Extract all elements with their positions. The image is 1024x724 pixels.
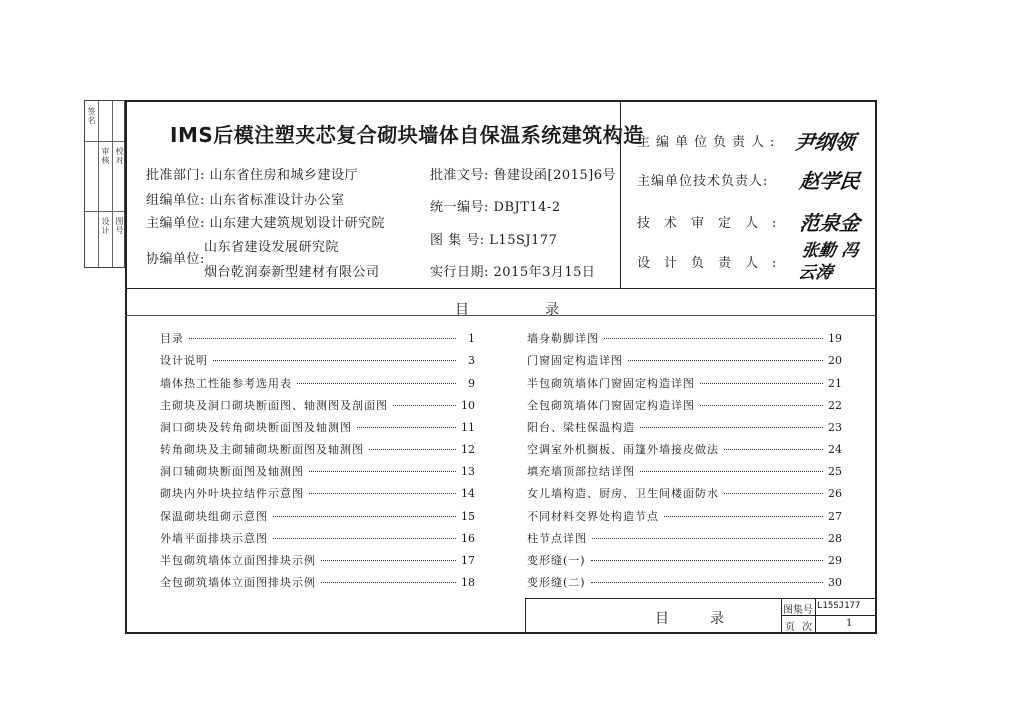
toc-item-page: 30 bbox=[828, 576, 842, 589]
organizing-unit-label: 组编单位: bbox=[146, 193, 205, 208]
dot-leader bbox=[309, 471, 456, 472]
toc-item[interactable] bbox=[160, 441, 475, 455]
toc-item-page: 12 bbox=[461, 443, 475, 456]
toc-item-title: 墙身勒脚详图 bbox=[527, 332, 599, 345]
toc-item-page: 18 bbox=[461, 576, 475, 589]
dot-leader bbox=[357, 427, 456, 428]
chief-editor-unit-label: 主编单位: bbox=[146, 216, 205, 231]
page-no-value: 1 bbox=[846, 618, 853, 629]
toc-item[interactable] bbox=[160, 463, 475, 477]
toc-item-title: 阳台、梁柱保温构造 bbox=[527, 421, 635, 434]
toc-item-page: 1 bbox=[468, 332, 475, 345]
dot-leader bbox=[189, 338, 456, 339]
toc-item-title: 全包砌筑墙体门窗固定构造详图 bbox=[527, 399, 695, 412]
atlas-number-label: 图 集 号: bbox=[430, 233, 485, 248]
toc-item[interactable] bbox=[527, 441, 842, 455]
atlas-no-label: 图集号 bbox=[783, 605, 813, 616]
toc-item[interactable] bbox=[160, 352, 475, 366]
dot-leader bbox=[213, 360, 456, 361]
toc-item-page: 26 bbox=[828, 487, 842, 500]
toc-item-title: 门窗固定构造详图 bbox=[527, 354, 623, 367]
dot-leader bbox=[591, 582, 823, 583]
approval-dept-value: 山东省住房和城乡建设厅 bbox=[209, 168, 359, 183]
dot-leader bbox=[628, 360, 823, 361]
toc-item-title: 半包砌筑墙体立面图排块示例 bbox=[160, 554, 316, 567]
toc-item-title: 不同材料交界处构造节点 bbox=[527, 510, 659, 523]
resp-chief-unit-label: 主编单位负责人: bbox=[637, 135, 781, 150]
toc-item[interactable] bbox=[527, 485, 842, 499]
approval-doc-no-label: 批准文号: bbox=[430, 168, 489, 183]
toc-item-page: 23 bbox=[828, 421, 842, 434]
toc-item-title: 墙体热工性能参考选用表 bbox=[160, 377, 292, 390]
toc-item-title: 变形缝(一) bbox=[527, 554, 586, 567]
toc-item-title: 保温砌块组砌示意图 bbox=[160, 510, 268, 523]
toc-item[interactable] bbox=[527, 574, 842, 588]
header-divider bbox=[125, 288, 877, 289]
signature-tech: 赵学民 bbox=[798, 169, 862, 193]
approval-doc-no bbox=[430, 164, 616, 183]
dot-leader bbox=[297, 383, 456, 384]
toc-item[interactable] bbox=[160, 485, 475, 499]
atlas-number-value: L15SJ177 bbox=[489, 233, 558, 248]
toc-item[interactable] bbox=[160, 508, 475, 522]
side-cell-review: 审核 bbox=[101, 147, 110, 165]
toc-item-page: 22 bbox=[828, 399, 842, 412]
toc-item[interactable] bbox=[160, 552, 475, 566]
dot-leader bbox=[664, 516, 823, 517]
toc-heading-right: 录 bbox=[545, 302, 560, 318]
dot-leader bbox=[640, 471, 823, 472]
chief-editor-unit-value: 山东建大建筑规划设计研究院 bbox=[209, 216, 386, 231]
co-editor-unit-2: 烟台乾润泰新型建材有限公司 bbox=[204, 265, 380, 280]
toc-item-title: 女儿墙构造、厨房、卫生间楼面防水 bbox=[527, 487, 719, 500]
toc-item[interactable] bbox=[527, 463, 842, 477]
toc-item-title: 全包砌筑墙体立面图排块示例 bbox=[160, 576, 316, 589]
toc-item[interactable] bbox=[160, 574, 475, 588]
toc-item[interactable] bbox=[160, 419, 475, 433]
toc-item[interactable] bbox=[527, 419, 842, 433]
organizing-unit bbox=[146, 189, 345, 208]
dot-leader bbox=[273, 516, 456, 517]
side-cell-design: 设计 bbox=[101, 217, 110, 235]
toc-item-title: 外墙平面排块示意图 bbox=[160, 532, 268, 545]
toc-item-title: 空调室外机搁板、雨篷外墙接皮做法 bbox=[527, 443, 719, 456]
toc-item[interactable] bbox=[527, 397, 842, 411]
dot-leader bbox=[321, 560, 456, 561]
toc-item-page: 27 bbox=[828, 510, 842, 523]
atlas-no-value: L15SJ177 bbox=[817, 601, 861, 611]
toc-item-page: 11 bbox=[461, 421, 475, 434]
toc-item[interactable] bbox=[160, 375, 475, 389]
toc-item-title: 填充墙顶部拉结详图 bbox=[527, 465, 635, 478]
resp-design-label: 设计负责人: bbox=[637, 256, 791, 271]
dot-leader bbox=[321, 582, 456, 583]
toc-item-page: 29 bbox=[828, 554, 842, 567]
co-editor-unit-1: 山东省建设发展研究院 bbox=[204, 240, 340, 255]
dot-leader bbox=[724, 493, 823, 494]
title-block-name-left: 目 bbox=[655, 611, 669, 627]
dot-leader bbox=[700, 383, 823, 384]
toc-item-page: 10 bbox=[461, 399, 475, 412]
approval-dept-label: 批准部门: bbox=[146, 168, 205, 183]
toc-item-page: 9 bbox=[468, 377, 475, 390]
dot-leader bbox=[592, 538, 823, 539]
dot-leader bbox=[591, 560, 823, 561]
unified-number bbox=[430, 196, 561, 215]
side-cell-check: 校对 bbox=[115, 147, 124, 165]
document-title: IMS后模注塑夹芯复合砌块墙体自保温系统建筑构造 bbox=[170, 123, 644, 147]
organizing-unit-value: 山东省标准设计办公室 bbox=[209, 193, 345, 208]
toc-item-title: 变形缝(二) bbox=[527, 576, 586, 589]
side-sign-column bbox=[84, 100, 125, 268]
approval-dept bbox=[146, 164, 358, 183]
resp-review-label: 技术审定人: bbox=[637, 216, 791, 231]
atlas-number bbox=[430, 229, 557, 248]
effective-date-label: 实行日期: bbox=[430, 265, 489, 280]
toc-item[interactable] bbox=[527, 375, 842, 389]
toc-item[interactable] bbox=[527, 552, 842, 566]
toc-item-title: 柱节点详图 bbox=[527, 532, 587, 545]
co-editor-label: 协编单位: bbox=[146, 252, 205, 267]
signature-review: 范泉金 bbox=[798, 211, 862, 235]
toc-item-page: 28 bbox=[828, 532, 842, 545]
toc-item-title: 半包砌筑墙体门窗固定构造详图 bbox=[527, 377, 695, 390]
unified-number-value: DBJT14-2 bbox=[493, 200, 561, 215]
toc-heading-divider bbox=[125, 315, 877, 316]
effective-date-value: 2015年3月15日 bbox=[493, 265, 596, 280]
dot-leader bbox=[700, 405, 823, 406]
toc-item-page: 14 bbox=[461, 487, 475, 500]
dot-leader bbox=[724, 449, 823, 450]
toc-item-page: 13 bbox=[461, 465, 475, 478]
toc-item[interactable] bbox=[527, 352, 842, 366]
dot-leader bbox=[369, 449, 456, 450]
toc-item-title: 洞口辅砌块断面图及轴测图 bbox=[160, 465, 304, 478]
toc-item-page: 15 bbox=[461, 510, 475, 523]
toc-item-page: 3 bbox=[468, 354, 475, 367]
toc-item-title: 洞口砌块及转角砌块断面图及轴测图 bbox=[160, 421, 352, 434]
chief-editor-unit bbox=[146, 212, 385, 231]
toc-item-title: 设计说明 bbox=[160, 354, 208, 367]
toc-item-page: 24 bbox=[828, 443, 842, 456]
toc-item-page: 20 bbox=[828, 354, 842, 367]
toc-item[interactable] bbox=[160, 397, 475, 411]
toc-item[interactable] bbox=[160, 530, 475, 544]
dot-leader bbox=[640, 427, 823, 428]
side-cell-sign: 签名 bbox=[87, 107, 96, 125]
signature-chief-unit: 尹纲领 bbox=[793, 130, 857, 154]
title-block-name-right: 录 bbox=[710, 611, 724, 627]
dot-leader bbox=[309, 493, 456, 494]
toc-item[interactable] bbox=[527, 330, 842, 344]
toc-item-page: 17 bbox=[461, 554, 475, 567]
toc-item-title: 主砌块及洞口砌块断面图、轴测图及剖面图 bbox=[160, 399, 388, 412]
toc-item[interactable] bbox=[160, 330, 475, 344]
toc-item-page: 21 bbox=[828, 377, 842, 390]
toc-item[interactable] bbox=[527, 508, 842, 522]
toc-item-page: 25 bbox=[828, 465, 842, 478]
dot-leader bbox=[604, 338, 823, 339]
toc-item-page: 19 bbox=[828, 332, 842, 345]
signature-design: 张勤 冯云涛 bbox=[797, 241, 860, 283]
toc-item-title: 转角砌块及主砌辅砌块断面图及轴测图 bbox=[160, 443, 364, 456]
approval-doc-no-value: 鲁建设函[2015]6号 bbox=[493, 168, 617, 183]
toc-heading-left: 目 bbox=[455, 302, 470, 318]
toc-item-title: 砌块内外叶块拉结件示意图 bbox=[160, 487, 304, 500]
effective-date bbox=[430, 261, 595, 280]
dot-leader bbox=[393, 405, 456, 406]
toc-item-title: 目录 bbox=[160, 332, 184, 345]
unified-number-label: 统一编号: bbox=[430, 200, 489, 215]
dot-leader bbox=[273, 538, 456, 539]
page-no-label: 页 次 bbox=[785, 622, 815, 633]
toc-item-page: 16 bbox=[461, 532, 475, 545]
side-cell-drawing-no: 图号 bbox=[115, 217, 124, 235]
toc-item[interactable] bbox=[527, 530, 842, 544]
resp-tech-label: 主编单位技术负责人: bbox=[637, 174, 769, 189]
